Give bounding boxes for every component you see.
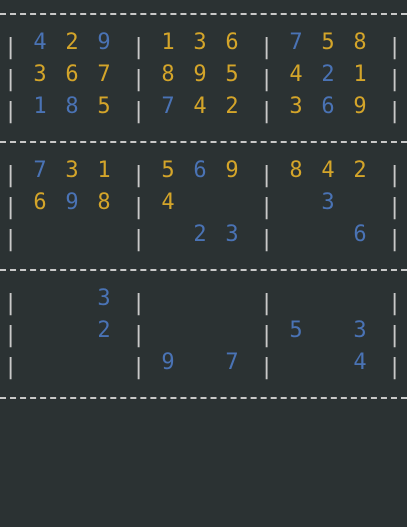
sudoku-cell-r4c9[interactable]: 2 (353, 158, 367, 183)
border-glyph: | (4, 67, 18, 92)
sudoku-cell-r7c6[interactable] (216, 283, 248, 315)
sudoku-cell-r3c2[interactable]: 8 (65, 94, 79, 119)
sudoku-cell-r4c3[interactable]: 1 (97, 158, 111, 183)
sudoku-cell-r6c8[interactable] (312, 219, 344, 251)
sudoku-cell-r5c6[interactable] (216, 187, 248, 219)
sudoku-cell-r8c1[interactable] (24, 315, 56, 347)
box-separator-line (0, 269, 407, 271)
border-glyph: | (388, 99, 402, 124)
sudoku-cell-r2c3[interactable]: 7 (97, 62, 111, 87)
sudoku-cell-r1c8[interactable]: 5 (321, 30, 335, 55)
sudoku-cell-r9c9[interactable]: 4 (353, 350, 367, 375)
sudoku-cell-r5c3[interactable]: 8 (97, 190, 111, 215)
sudoku-cell-r7c9[interactable] (344, 283, 376, 315)
sudoku-cell-r8c5[interactable] (184, 315, 216, 347)
box-border-bar (260, 32, 274, 124)
sudoku-cell-r3c7[interactable]: 3 (289, 94, 303, 119)
sudoku-cell-r9c8[interactable] (312, 347, 344, 379)
sudoku-cell-r6c6[interactable]: 3 (225, 222, 239, 247)
box-border-bar (388, 32, 402, 124)
sudoku-cell-r4c6[interactable]: 9 (225, 158, 239, 183)
sudoku-cell-r8c4[interactable] (152, 315, 184, 347)
sudoku-cell-r1c7[interactable]: 7 (289, 30, 303, 55)
sudoku-cell-r9c7[interactable] (280, 347, 312, 379)
border-glyph: | (132, 99, 146, 124)
sudoku-cell-r1c9[interactable]: 8 (353, 30, 367, 55)
sudoku-cell-r9c1[interactable] (24, 347, 56, 379)
border-glyph: | (4, 195, 18, 220)
sudoku-cell-r6c5[interactable]: 2 (193, 222, 207, 247)
border-glyph: | (260, 99, 274, 124)
border-glyph: | (260, 195, 274, 220)
sudoku-cell-r7c2[interactable] (56, 283, 88, 315)
sudoku-cell-r8c8[interactable] (312, 315, 344, 347)
sudoku-cell-r2c4[interactable]: 8 (161, 62, 175, 87)
border-glyph: | (260, 291, 274, 316)
sudoku-cell-r5c5[interactable] (184, 187, 216, 219)
border-glyph: | (132, 67, 146, 92)
sudoku-cell-r3c4[interactable]: 7 (161, 94, 175, 119)
sudoku-cell-r6c7[interactable] (280, 219, 312, 251)
border-glyph: | (388, 195, 402, 220)
sudoku-cell-r9c3[interactable] (88, 347, 120, 379)
border-glyph: | (132, 35, 146, 60)
sudoku-cell-r2c2[interactable]: 6 (65, 62, 79, 87)
border-glyph: | (260, 163, 274, 188)
sudoku-cell-r8c7[interactable]: 5 (289, 318, 303, 343)
border-glyph: | (132, 195, 146, 220)
sudoku-cell-r5c1[interactable]: 6 (33, 190, 47, 215)
sudoku-cell-r7c1[interactable] (24, 283, 56, 315)
sudoku-cell-r7c7[interactable] (280, 283, 312, 315)
sudoku-cell-r3c5[interactable]: 4 (193, 94, 207, 119)
sudoku-cell-r2c7[interactable]: 4 (289, 62, 303, 87)
box-border-bar (4, 160, 18, 252)
sudoku-cell-r4c1[interactable]: 7 (33, 158, 47, 183)
sudoku-cell-r6c3[interactable] (88, 219, 120, 251)
border-glyph: | (4, 99, 18, 124)
border-glyph: | (132, 323, 146, 348)
sudoku-cell-r3c6[interactable]: 2 (225, 94, 239, 119)
sudoku-cell-r3c9[interactable]: 9 (353, 94, 367, 119)
sudoku-cell-r9c2[interactable] (56, 347, 88, 379)
sudoku-cell-r4c8[interactable]: 4 (321, 158, 335, 183)
sudoku-cell-r4c7[interactable]: 8 (289, 158, 303, 183)
sudoku-cell-r5c9[interactable] (344, 187, 376, 219)
border-glyph: | (388, 67, 402, 92)
box-border-bar (260, 288, 274, 380)
sudoku-cell-r8c2[interactable] (56, 315, 88, 347)
sudoku-cell-r6c4[interactable] (152, 219, 184, 251)
box-border-bar (132, 288, 146, 380)
border-glyph: | (4, 323, 18, 348)
sudoku-cell-r3c3[interactable]: 5 (97, 94, 111, 119)
border-glyph: | (388, 323, 402, 348)
box-border-bar (260, 160, 274, 252)
box-separator-line (0, 13, 407, 15)
sudoku-cell-r1c1[interactable]: 4 (33, 30, 47, 55)
sudoku-cell-r9c6[interactable]: 7 (225, 350, 239, 375)
sudoku-cell-r1c2[interactable]: 2 (65, 30, 79, 55)
sudoku-cell-r7c8[interactable] (312, 283, 344, 315)
border-glyph: | (388, 355, 402, 380)
sudoku-cell-r5c8[interactable]: 3 (321, 190, 335, 215)
sudoku-cell-r3c1[interactable]: 1 (33, 94, 47, 119)
sudoku-cell-r1c3[interactable]: 9 (97, 30, 111, 55)
sudoku-cell-r4c2[interactable]: 3 (65, 158, 79, 183)
sudoku-cell-r1c5[interactable]: 3 (193, 30, 207, 55)
border-glyph: | (260, 227, 274, 252)
box-separator-line (0, 397, 407, 399)
box-border-bar (4, 32, 18, 124)
sudoku-cell-r2c5[interactable]: 9 (193, 62, 207, 87)
box-border-bar (388, 288, 402, 380)
sudoku-cell-r1c6[interactable]: 6 (225, 30, 239, 55)
border-glyph: | (388, 227, 402, 252)
border-glyph: | (260, 67, 274, 92)
border-glyph: | (388, 291, 402, 316)
box-border-bar (4, 288, 18, 380)
sudoku-cell-r5c4[interactable]: 4 (161, 190, 175, 215)
border-glyph: | (4, 291, 18, 316)
sudoku-cell-r8c3[interactable]: 2 (97, 318, 111, 343)
sudoku-cell-r3c8[interactable]: 6 (321, 94, 335, 119)
box-border-bar (132, 32, 146, 124)
sudoku-cell-r6c2[interactable] (56, 219, 88, 251)
border-glyph: | (4, 227, 18, 252)
sudoku-cell-r8c6[interactable] (216, 315, 248, 347)
box-separator-line (0, 141, 407, 143)
box-border-bar (388, 160, 402, 252)
sudoku-cell-r2c8[interactable]: 2 (321, 62, 335, 87)
sudoku-cell-r9c4[interactable]: 9 (161, 350, 175, 375)
sudoku-cell-r5c2[interactable]: 9 (65, 190, 79, 215)
sudoku-cell-r9c5[interactable] (184, 347, 216, 379)
sudoku-cell-r2c1[interactable]: 3 (33, 62, 47, 87)
sudoku-cell-r2c6[interactable]: 5 (225, 62, 239, 87)
sudoku-cell-r6c9[interactable]: 6 (353, 222, 367, 247)
sudoku-cell-r4c5[interactable]: 6 (193, 158, 207, 183)
border-glyph: | (132, 291, 146, 316)
sudoku-cell-r6c1[interactable] (24, 219, 56, 251)
border-glyph: | (260, 355, 274, 380)
box-border-bar (132, 160, 146, 252)
sudoku-cell-r7c5[interactable] (184, 283, 216, 315)
border-glyph: | (4, 35, 18, 60)
border-glyph: | (132, 163, 146, 188)
border-glyph: | (260, 35, 274, 60)
sudoku-cell-r1c4[interactable]: 1 (161, 30, 175, 55)
border-glyph: | (132, 355, 146, 380)
sudoku-cell-r4c4[interactable]: 5 (161, 158, 175, 183)
sudoku-cell-r8c9[interactable]: 3 (353, 318, 367, 343)
sudoku-cell-r2c9[interactable]: 1 (353, 62, 367, 87)
sudoku-cell-r7c3[interactable]: 3 (97, 286, 111, 311)
border-glyph: | (4, 163, 18, 188)
border-glyph: | (4, 355, 18, 380)
border-glyph: | (260, 323, 274, 348)
sudoku-cell-r7c4[interactable] (152, 283, 184, 315)
border-glyph: | (388, 163, 402, 188)
border-glyph: | (388, 35, 402, 60)
sudoku-cell-r5c7[interactable] (280, 187, 312, 219)
border-glyph: | (132, 227, 146, 252)
